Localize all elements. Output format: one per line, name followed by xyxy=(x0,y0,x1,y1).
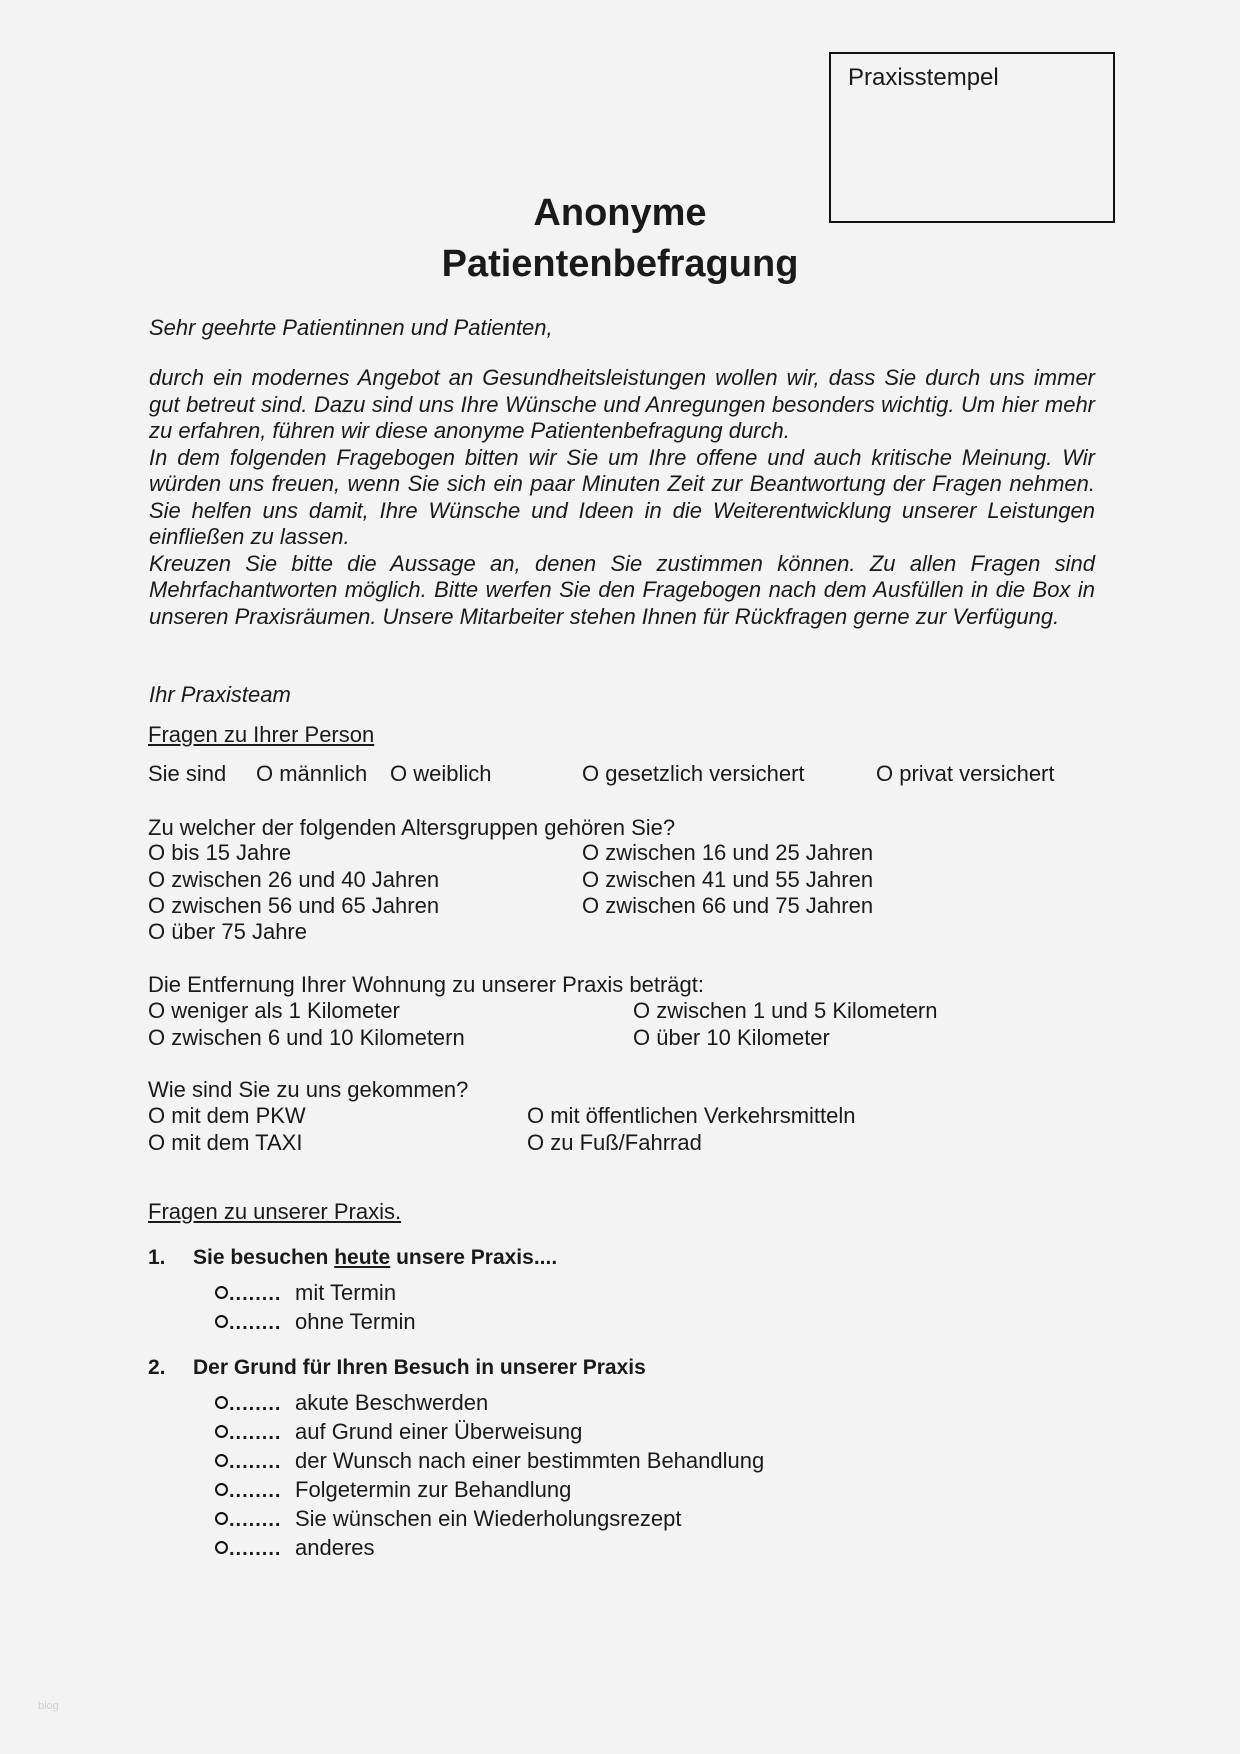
page-title xyxy=(380,188,860,290)
checkbox-circle-icon[interactable] xyxy=(215,1315,228,1328)
option-label: Folgetermin zur Behandlung xyxy=(295,1477,572,1502)
age-option[interactable]: O bis 15 Jahre xyxy=(148,840,292,865)
stamp-label: Praxisstempel xyxy=(848,64,999,91)
intro-paragraph: Kreuzen Sie bitte die Aussage an, denen Sie zustimmen können. Zu allen Fragen sind Mehrfachantworten möglich. Bitte werfen Sie den Fragebogen nach dem Ausfüllen in die Box in unseren Praxisräumen. Unsere Mitarbeiter stehen Ihnen für Rückfragen gerne zur Verfügung. xyxy=(149,550,1095,629)
q2-option[interactable] xyxy=(215,1448,764,1476)
q2-option[interactable] xyxy=(215,1419,582,1447)
option-male[interactable]: O männlich xyxy=(256,761,368,786)
option-marker xyxy=(215,1509,295,1532)
intro-paragraph: In dem folgenden Fragebogen bitten wir Sie um Ihre offene und auch kritische Meinung. Wir würden uns freuen, wenn Sie sich ein paar Minuten Zeit zur Beantwortung der Fragen nehmen. Sie helfen uns damit, Ihre Wünsche und Ideen in die Weiterentwicklung unserer Leistungen einfließen zu lassen. xyxy=(149,444,1095,549)
question-2-number: 2. xyxy=(148,1356,166,1379)
q2-option[interactable] xyxy=(215,1390,488,1418)
option-label: Sie wünschen ein Wiederholungsrezept xyxy=(295,1506,682,1531)
transport-question: Wie sind Sie zu uns gekommen? xyxy=(148,1077,469,1102)
age-option[interactable]: O zwischen 16 und 25 Jahren xyxy=(582,840,874,865)
option-marker xyxy=(215,1480,295,1503)
q2-option[interactable] xyxy=(215,1535,375,1563)
age-option[interactable]: O zwischen 41 und 55 Jahren xyxy=(582,867,874,892)
salutation: Sehr geehrte Patientinnen und Patienten, xyxy=(149,315,553,340)
distance-option[interactable]: O weniger als 1 Kilometer xyxy=(148,998,400,1023)
person-section-heading: Fragen zu Ihrer Person xyxy=(148,722,375,747)
age-option[interactable]: O über 75 Jahre xyxy=(148,919,307,944)
checkbox-circle-icon[interactable] xyxy=(215,1541,228,1554)
transport-option[interactable]: O mit dem TAXI xyxy=(148,1130,303,1155)
question-2-text: Der Grund für Ihren Besuch in unserer Praxis xyxy=(193,1356,646,1379)
option-marker xyxy=(215,1283,295,1306)
title-line-1: Anonyme xyxy=(533,192,707,234)
transport-option[interactable]: O mit öffentlichen Verkehrsmitteln xyxy=(527,1103,856,1128)
checkbox-circle-icon[interactable] xyxy=(215,1396,228,1409)
option-marker xyxy=(215,1422,295,1445)
distance-option[interactable]: O zwischen 1 und 5 Kilometern xyxy=(633,998,938,1023)
option-marker xyxy=(215,1451,295,1474)
option-marker xyxy=(215,1312,295,1335)
option-dots: ........ xyxy=(229,1451,282,1473)
option-label: akute Beschwerden xyxy=(295,1390,489,1415)
option-label: ohne Termin xyxy=(295,1309,416,1334)
age-option[interactable]: O zwischen 56 und 65 Jahren xyxy=(148,893,440,918)
checkbox-circle-icon[interactable] xyxy=(215,1454,228,1467)
option-statutory-insured[interactable]: O gesetzlich versichert xyxy=(582,761,805,786)
distance-option[interactable]: O über 10 Kilometer xyxy=(633,1025,830,1050)
option-private-insured[interactable]: O privat versichert xyxy=(876,761,1055,786)
option-marker xyxy=(215,1538,295,1561)
question-1-text-end: unsere Praxis.... xyxy=(390,1246,558,1269)
option-dots: ........ xyxy=(229,1422,282,1444)
question-1-number: 1. xyxy=(148,1246,166,1269)
checkbox-circle-icon[interactable] xyxy=(215,1425,228,1438)
title-line-2: Patientenbefragung xyxy=(441,243,799,285)
intro-paragraph: durch ein modernes Angebot an Gesundheitsleistungen wollen wir, dass Sie durch uns immer gut betreut sind. Dazu sind uns Ihre Wünsche und Anregungen besonders wichtig. Um hier mehr zu erfahren, führen wir diese anonyme Patientenbefragung durch. xyxy=(149,365,1095,443)
question-1-emphasis: heute xyxy=(334,1246,391,1269)
intro-text xyxy=(149,365,1095,630)
q2-option[interactable] xyxy=(215,1506,681,1534)
checkbox-circle-icon[interactable] xyxy=(215,1286,228,1299)
option-dots: ........ xyxy=(229,1312,282,1334)
option-label: der Wunsch nach einer bestimmten Behandlung xyxy=(295,1448,765,1473)
question-1-text xyxy=(193,1246,557,1270)
option-dots: ........ xyxy=(229,1509,282,1531)
option-label: mit Termin xyxy=(295,1280,397,1305)
age-question: Zu welcher der folgenden Altersgruppen gehören Sie? xyxy=(148,815,676,840)
practice-section-heading: Fragen zu unserer Praxis. xyxy=(148,1199,402,1224)
checkbox-circle-icon[interactable] xyxy=(215,1483,228,1496)
option-dots: ........ xyxy=(229,1283,282,1305)
signoff: Ihr Praxisteam xyxy=(149,682,291,707)
option-label: anderes xyxy=(295,1535,375,1560)
age-option[interactable]: O zwischen 26 und 40 Jahren xyxy=(148,867,440,892)
q2-option[interactable] xyxy=(215,1477,571,1505)
option-dots: ........ xyxy=(229,1480,282,1502)
distance-option[interactable]: O zwischen 6 und 10 Kilometern xyxy=(148,1025,465,1050)
option-dots: ........ xyxy=(229,1538,282,1560)
option-marker xyxy=(215,1393,295,1416)
q1-option-no-appointment[interactable] xyxy=(215,1309,416,1337)
sie-sind-label: Sie sind xyxy=(148,761,227,786)
q1-option-appointment[interactable] xyxy=(215,1280,396,1308)
checkbox-circle-icon[interactable] xyxy=(215,1512,228,1525)
distance-question: Die Entfernung Ihrer Wohnung zu unserer Praxis beträgt: xyxy=(148,972,705,997)
transport-option[interactable]: O mit dem PKW xyxy=(148,1103,306,1128)
option-label: auf Grund einer Überweisung xyxy=(295,1419,583,1444)
option-dots: ........ xyxy=(229,1393,282,1415)
watermark: blog xyxy=(38,1700,59,1712)
practice-stamp-box xyxy=(829,52,1115,223)
age-option[interactable]: O zwischen 66 und 75 Jahren xyxy=(582,893,874,918)
question-1-text-start: Sie besuchen xyxy=(193,1246,335,1269)
option-female[interactable]: O weiblich xyxy=(390,761,492,786)
transport-option[interactable]: O zu Fuß/Fahrrad xyxy=(527,1130,702,1155)
